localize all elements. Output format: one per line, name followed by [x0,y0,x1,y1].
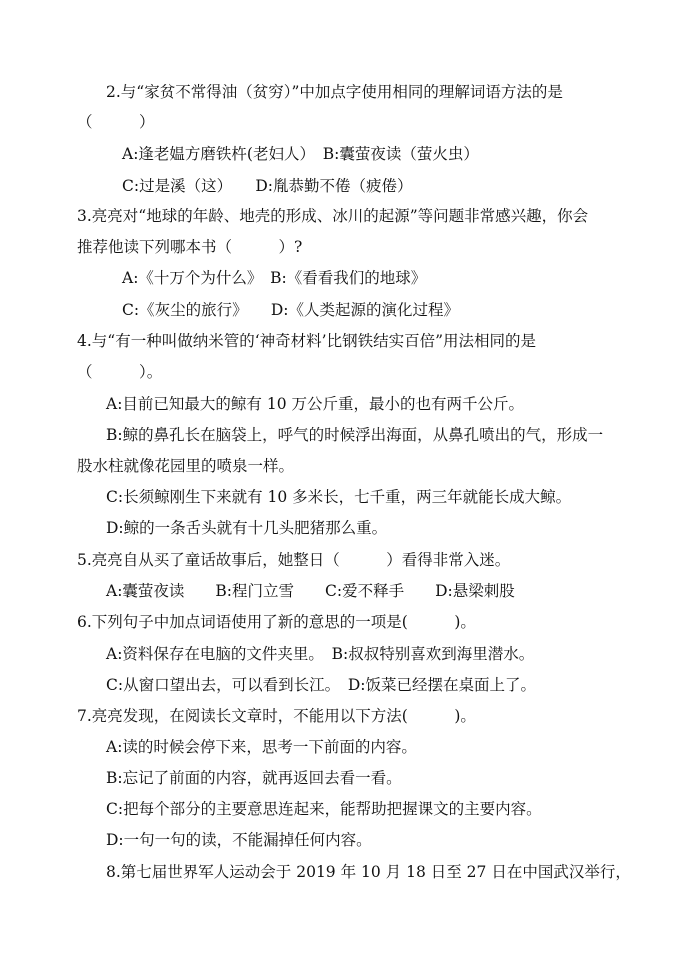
question-6-options-ab: A:资料保存在电脑的文件夹里。 B:叔叔特别喜欢到海里潜水。 [106,645,535,663]
question-3-stem: 3.亮亮对“地球的年龄、地壳的形成、冰川的起源”等问题非常感兴趣，你会 [77,207,589,225]
question-2-options-ab: A:逢老媪方磨铁杵(老妇人） B:囊萤夜读（萤火虫） [122,145,479,163]
question-2-blank: （ ） [77,113,155,131]
question-4-option-b: B:鲸的鼻孔长在脑袋上，呼气的时候浮出海面，从鼻孔喷出的气，形成一 [106,426,604,444]
question-6-options-cd: C:从窗口望出去，可以看到长江。 D:饭菜已经摆在桌面上了。 [106,676,536,694]
question-7-option-a: A:读的时候会停下来，思考一下前面的内容。 [106,738,417,756]
question-2-options-cd: C:过是溪（这） D:胤恭勤不倦（疲倦） [122,177,413,195]
question-3-stem-cont: 推荐他读下列哪本书（ ）? [77,238,303,256]
question-4-option-a: A:目前已知最大的鲸有 10 万公斤重，最小的也有两千公斤。 [106,395,524,413]
question-7-option-c: C:把每个部分的主要意思连起来，能帮助把握课文的主要内容。 [106,800,542,818]
question-4-stem: 4.与“有一种叫做纳米管的‘神奇材料’比钢铁结实百倍”用法相同的是 [77,332,536,350]
question-2-stem: 2.与“家贫不常得油（贫穷）”中加点字使用相同的理解词语方法的是 [106,83,563,101]
question-5-options: A:囊萤夜读 B:程门立雪 C:爱不释手 D:悬梁刺股 [106,582,515,600]
question-3-options-ab: A:《十万个为什么》 B:《看看我们的地球》 [122,269,427,287]
question-7-stem: 7.亮亮发现，在阅读长文章时，不能用以下方法( )。 [77,707,476,725]
question-7-option-d: D:一句一句的读，不能漏掉任何内容。 [106,831,372,849]
question-6-stem: 6.下列句子中加点词语使用了新的意思的一项是( )。 [77,613,476,631]
question-3-options-cd: C:《灰尘的旅行》 D:《人类起源的演化过程》 [122,301,459,319]
question-8-stem: 8.第七届世界军人运动会于 2019 年 10 月 18 日至 27 日在中国武汉举行， [106,863,631,881]
question-5-stem: 5.亮亮自从买了童话故事后，她整日（ ）看得非常入迷。 [77,551,511,569]
question-4-option-d: D:鲸的一条舌头就有十几头肥猪那么重。 [106,519,388,537]
question-4-blank: （ ）。 [77,363,163,381]
question-4-option-c: C:长须鲸刚生下来就有 10 多米长，七千重，两三年就能长成大鲸。 [106,488,572,506]
question-4-option-b-cont: 股水柱就像花园里的喷泉一样。 [77,457,295,475]
question-7-option-b: B:忘记了前面的内容，就再返回去看一看。 [106,769,402,787]
